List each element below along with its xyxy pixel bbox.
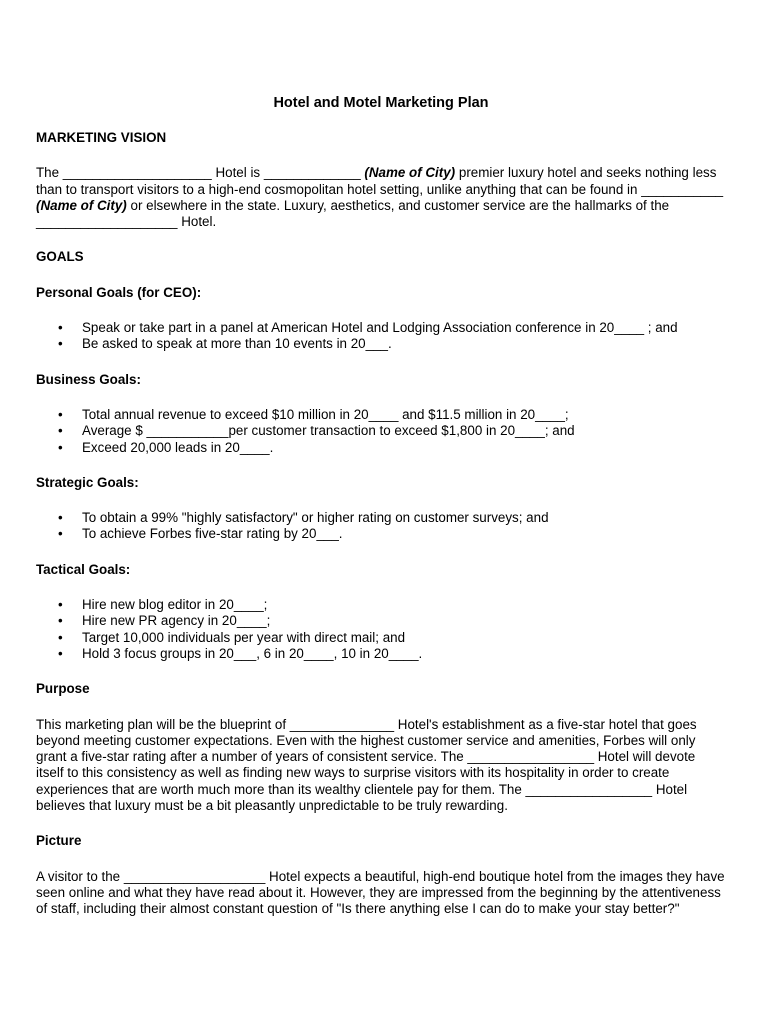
vision-text-1: The ____________________ Hotel is _____________ (36, 165, 365, 181)
personal-goals-list (36, 320, 726, 353)
list-item: • Hire new blog editor in 20____; (58, 597, 268, 613)
strategic-goals-list (36, 510, 726, 543)
document-title: Hotel and Motel Marketing Plan (273, 95, 489, 111)
tactical-goals-heading: Tactical Goals: (36, 561, 131, 577)
vision-text-2: premier luxury hotel and seeks nothing less than to transport visitors to a high-end cosmopolitan hotel setting, unlike anything that can be found in ___________ (36, 165, 724, 197)
marketing-vision-paragraph (36, 165, 726, 230)
list-item: • Be asked to speak at more than 10 events in 20___. (58, 336, 392, 352)
marketing-vision-heading: MARKETING VISION (36, 130, 167, 145)
list-item: • Exceed 20,000 leads in 20____. (58, 439, 274, 455)
bullet-icon: • (58, 613, 63, 629)
list-item: • Total annual revenue to exceed $10 million in 20____ and $11.5 million in 20____; (58, 406, 569, 422)
bullet-icon: • (58, 406, 63, 422)
vision-text-3: or elsewhere in the state. Luxury, aesthetics, and customer service are the hallmarks of the ___________________ Hotel. (36, 197, 670, 230)
purpose-paragraph: This marketing plan will be the blueprint of ______________ Hotel's establishment as a five-star hotel that goes beyond meeting customer expectations. Even with the highest customer service and amenities, Forbes will only grant a five-star rating after a number of years of consistent service. The _________________ Hotel will devote itself to this consistency as well as finding new ways to surprise visitors with its hospitality in order to create experiences that are worth much more than its wealthy clientele pay for them. The _________________ Hotel believes that luxury must be a bit pleasantly unpredictable to be truly rewarding. (36, 716, 697, 814)
name-of-city-placeholder-1: (Name of City) (364, 165, 456, 181)
bullet-icon: • (58, 510, 63, 526)
list-item: • Hold 3 focus groups in 20___, 6 in 20____, 10 in 20____. (58, 645, 423, 661)
name-of-city-placeholder-2: (Name of City) (36, 197, 127, 213)
list-item: • Hire new PR agency in 20____; (58, 613, 271, 629)
bullet-icon: • (58, 423, 63, 439)
bullet-icon: • (58, 526, 63, 542)
strategic-goals-heading: Strategic Goals: (36, 474, 139, 490)
personal-goals-heading: Personal Goals (for CEO): (36, 284, 202, 300)
list-item: • Target 10,000 individuals per year with direct mail; and (58, 629, 406, 645)
bullet-icon: • (58, 597, 63, 613)
list-item: • To achieve Forbes five-star rating by 20___. (58, 526, 343, 542)
bullet-icon: • (58, 336, 63, 352)
document-page (36, 94, 726, 918)
list-item: • To obtain a 99% "highly satisfactory" or higher rating on customer surveys; and (58, 510, 549, 526)
bullet-icon: • (58, 320, 63, 336)
tactical-goals-list (36, 597, 726, 662)
business-goals-list (36, 407, 726, 456)
goals-heading: GOALS (36, 249, 84, 265)
bullet-icon: • (58, 629, 63, 645)
picture-heading: Picture (36, 833, 82, 849)
bullet-icon: • (58, 439, 63, 455)
list-item: • Speak or take part in a panel at American Hotel and Lodging Association conference in 20____ ; and (58, 320, 678, 336)
bullet-icon: • (58, 645, 63, 661)
business-goals-heading: Business Goals: (36, 371, 141, 387)
purpose-heading: Purpose (36, 681, 90, 697)
list-item: • Average $ ___________per customer transaction to exceed $1,800 in 20____; and (58, 423, 575, 439)
picture-paragraph: A visitor to the ___________________ Hotel expects a beautiful, high-end boutique hotel from the images they have seen online and what they have read about it. However, they are impressed from the beginning by the attentiveness of staff, including their almost constant question of "Is there anything else I can do to make your stay better?" (36, 868, 725, 917)
